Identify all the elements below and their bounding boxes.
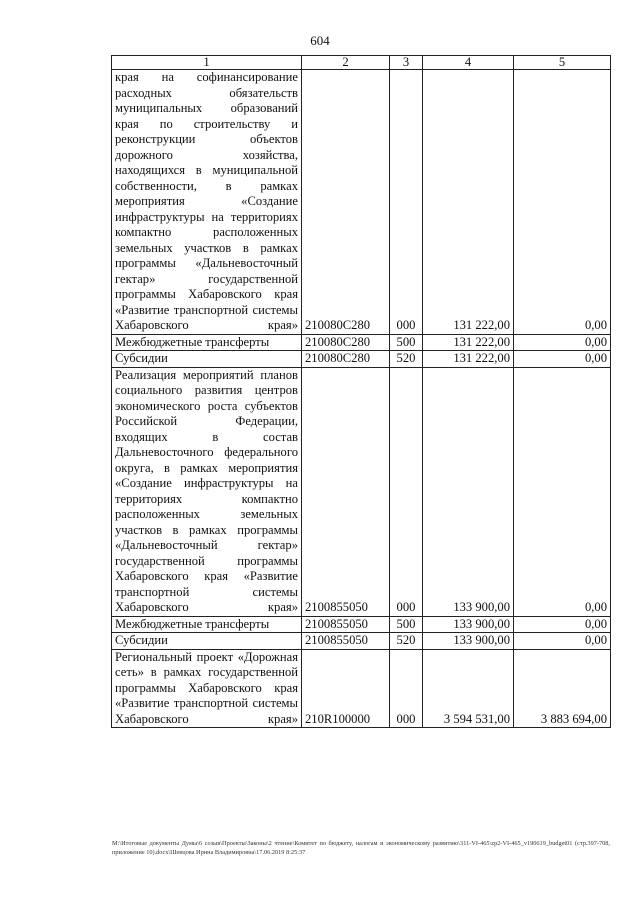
table-row [112,70,611,335]
column-header: 3 [390,56,423,70]
row-expense-type: 000 [390,70,423,335]
table-row [112,649,611,728]
column-header: 2 [302,56,390,70]
row-sum-year1: 133 900,00 [423,633,514,650]
table-row [112,633,611,650]
row-description: Реализация мероприятий планов социального развития центров экономического роста субъектов Российской Федерации, входящих в состав Дальневосточного федерального округа, в рамках мероприятия «Создание инфраструктуры на территориях компактно расположенных земельных участков в рамках программы «Дальневосточный гектар» государственной программы Хабаровского края «Развитие транспортной системы Хабаровского края» [112,367,302,616]
row-sum-year2: 0,00 [514,334,611,351]
row-sum-year2: 0,00 [514,351,611,368]
row-description: Межбюджетные трансферты [112,334,302,351]
row-code: 210R100000 [302,649,390,728]
row-sum-year1: 133 900,00 [423,616,514,633]
table-row [112,351,611,368]
row-code: 2100855050 [302,616,390,633]
row-code: 210080С280 [302,334,390,351]
row-sum-year1: 131 222,00 [423,70,514,335]
table-row [112,367,611,616]
row-expense-type: 520 [390,633,423,650]
row-description: края на софинансирование расходных обязательств муниципальных образований края по строительству и реконструкции объектов дорожного хозяйства, находящихся в муниципальной собственности, в рамках мероприятия «Создание инфраструктуры на территориях компактно расположенных земельных участков в рамках программы «Дальневосточный гектар» государственной программы Хабаровского края «Развитие транспортной системы Хабаровского края» [112,70,302,335]
row-sum-year2: 0,00 [514,70,611,335]
row-expense-type: 000 [390,649,423,728]
row-code: 210080С280 [302,70,390,335]
row-code: 2100855050 [302,367,390,616]
column-header: 4 [423,56,514,70]
row-sum-year2: 0,00 [514,633,611,650]
row-expense-type: 520 [390,351,423,368]
page-number: 604 [310,33,330,48]
row-description: Субсидии [112,351,302,368]
budget-table [111,55,611,728]
row-description: Межбюджетные трансферты [112,616,302,633]
row-sum-year2: 0,00 [514,367,611,616]
row-code: 210080С280 [302,351,390,368]
table-row [112,334,611,351]
row-expense-type: 000 [390,367,423,616]
row-sum-year1: 131 222,00 [423,351,514,368]
column-header: 5 [514,56,611,70]
row-sum-year1: 133 900,00 [423,367,514,616]
row-description: Субсидии [112,633,302,650]
column-header: 1 [112,56,302,70]
row-sum-year2: 3 883 694,00 [514,649,611,728]
document-path-footer: M:\Итоговые документы Думы\6 созыв\Проекты\Законы\2 чтение\Комитет по бюджету, налогам и экономическому развитию\311-VI-465\zp2-VI-465_v190619_budget01 (стр.397-708, приложение 10).docx\Шевцова Ирина Владимировна\17.06.2019 8:25:37 [112,840,610,856]
row-code: 2100855050 [302,633,390,650]
row-expense-type: 500 [390,334,423,351]
row-description: Региональный проект «Дорожная сеть» в рамках государственной программы Хабаровского края «Развитие транспортной системы Хабаровского края» [112,649,302,728]
row-sum-year1: 3 594 531,00 [423,649,514,728]
table-row [112,616,611,633]
row-expense-type: 500 [390,616,423,633]
row-sum-year2: 0,00 [514,616,611,633]
table-header-row [112,56,611,70]
row-sum-year1: 131 222,00 [423,334,514,351]
